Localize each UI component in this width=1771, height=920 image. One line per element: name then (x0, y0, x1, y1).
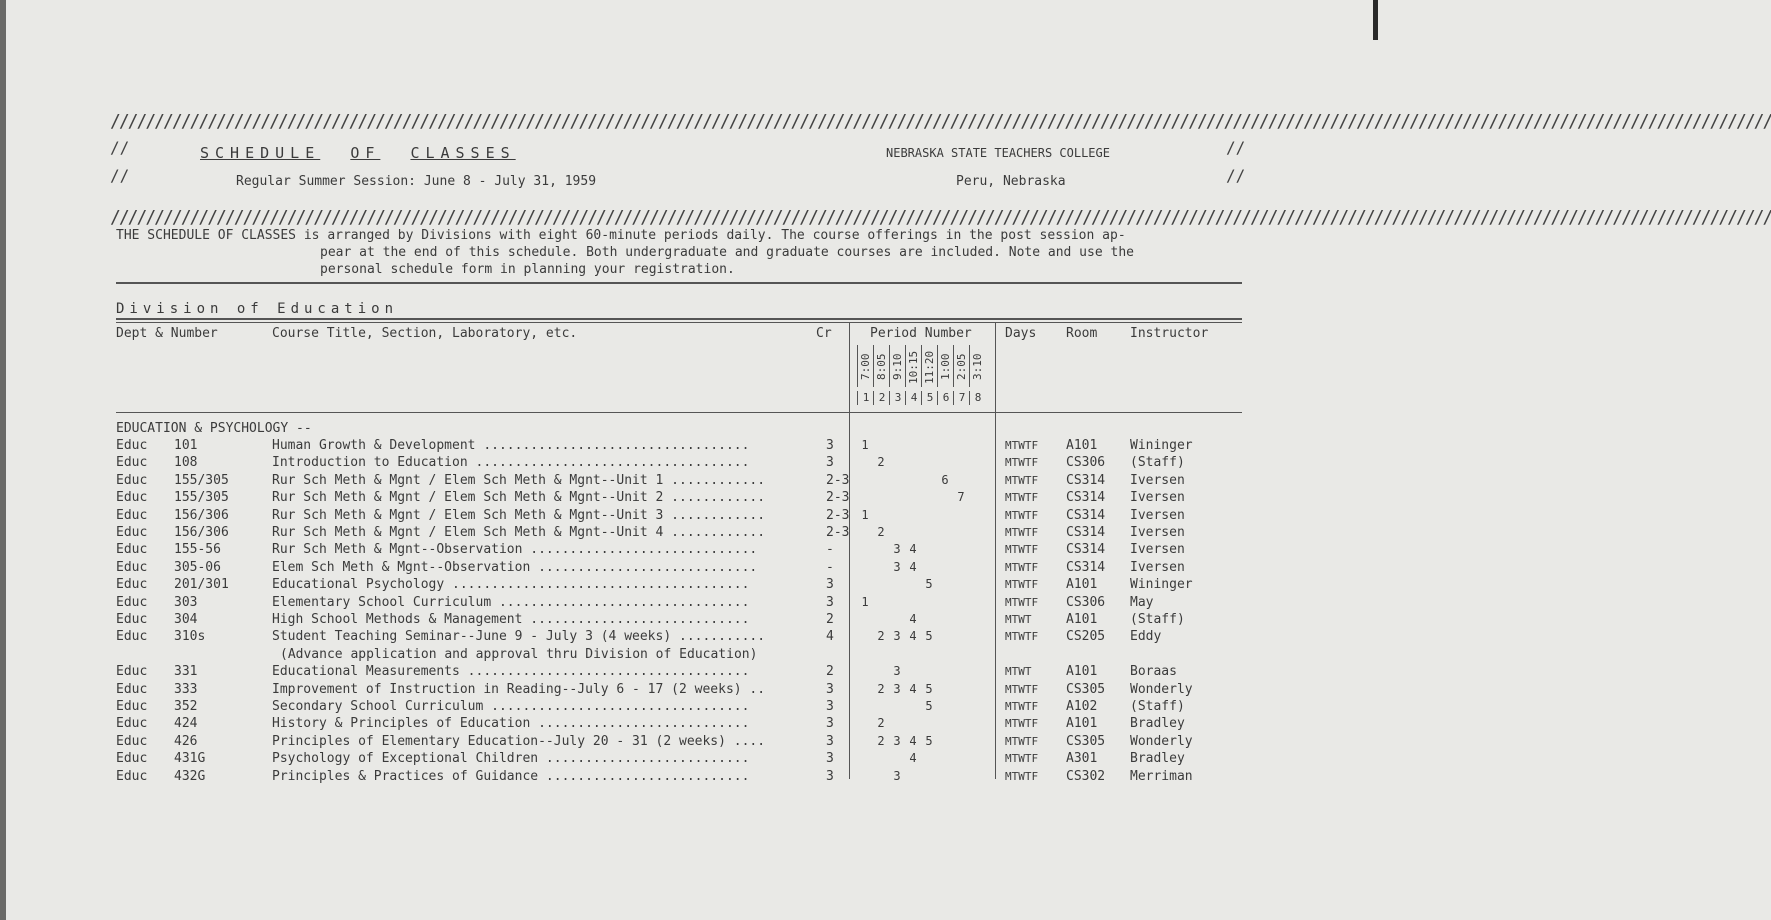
title-word-of: OF (350, 144, 381, 162)
course-title: Psychology of Exceptional Children .......................... (272, 751, 750, 767)
period-number-label: 3 (889, 391, 906, 405)
course-title: Improvement of Instruction in Reading--July 6 - 17 (2 weeks) .. (272, 681, 766, 697)
period-time-label: 3:10 (971, 353, 984, 381)
course-room: CS306 (1066, 455, 1106, 471)
period-mark: 3 (893, 629, 901, 644)
course-instructor: (Staff) (1130, 699, 1185, 714)
period-mark: 4 (909, 612, 917, 626)
course-credits: 2-3 (826, 472, 850, 488)
period-mark: 1 (861, 594, 869, 609)
period-mark: 2 (877, 629, 885, 644)
course-room: CS305 (1066, 681, 1106, 697)
course-number: 310s (174, 629, 206, 645)
scan-edge-right (1373, 0, 1378, 40)
course-credits: 3 (826, 716, 834, 732)
period-mark: 2 (877, 716, 885, 731)
col-header-cr: Cr (816, 326, 832, 341)
period-number-label: 7 (953, 391, 970, 405)
course-dept: Educ (116, 612, 148, 627)
course-number: 303 (174, 594, 198, 610)
course-instructor: Iversen (1130, 490, 1185, 506)
course-days: MTWTF (1005, 439, 1039, 452)
course-days: MTWTF (1005, 508, 1039, 522)
course-room: CS306 (1066, 594, 1106, 610)
course-credits: 2-3 (826, 490, 850, 506)
course-dept: Educ (116, 525, 148, 540)
table-row (0, 594, 1378, 611)
course-dept: Educ (116, 507, 148, 523)
course-days: MTWTF (1005, 752, 1039, 766)
slash-side-left-2: // (110, 166, 130, 185)
col-header-period: Period Number (870, 326, 972, 341)
period-time-label: 2:05 (955, 353, 968, 381)
course-room: CS314 (1066, 542, 1106, 558)
period-mark: 3 (893, 559, 901, 574)
table-row (0, 698, 1378, 715)
table-row (0, 437, 1378, 454)
course-title: Rur Sch Meth & Mgnt / Elem Sch Meth & Mgnt--Unit 2 ............ (272, 490, 766, 506)
col-header-instructor: Instructor (1130, 326, 1209, 341)
course-days: MTWTF (1005, 717, 1039, 731)
col-header-dept: Dept & Number (116, 326, 218, 341)
course-number: 352 (174, 699, 198, 714)
period-time-col-5 (921, 345, 938, 387)
period-mark: 5 (925, 733, 933, 748)
period-number-label: 5 (921, 391, 938, 405)
course-instructor: Bradley (1130, 716, 1185, 732)
period-mark: 3 (893, 681, 901, 696)
course-days: MTWT (1005, 665, 1032, 679)
period-mark: 4 (909, 542, 917, 557)
course-number: 155-56 (174, 542, 221, 558)
period-mark: 4 (909, 559, 917, 574)
col-header-days: Days (1005, 326, 1037, 341)
period-mark: 4 (909, 681, 917, 696)
course-instructor: (Staff) (1130, 612, 1185, 627)
period-mark: 3 (893, 733, 901, 748)
course-dept: Educ (116, 542, 148, 558)
period-mark: 7 (957, 490, 965, 505)
period-time-col-2 (873, 345, 890, 387)
course-title: High School Methods & Management ............................ (272, 612, 750, 627)
period-mark: 2 (877, 733, 885, 748)
intro-divider (116, 282, 1242, 284)
course-days: MTWTF (1005, 526, 1039, 539)
course-credits: 2 (826, 612, 834, 627)
course-title: Educational Measurements .................................... (272, 664, 750, 680)
college-location: Peru, Nebraska (956, 174, 1066, 189)
division-heading: Division of Education (116, 301, 399, 317)
course-title: History & Principles of Education ........................... (272, 716, 750, 732)
period-time-label: 8:05 (875, 353, 888, 381)
course-instructor: Boraas (1130, 664, 1177, 680)
course-dept: Educ (116, 577, 148, 593)
period-mark: 5 (925, 577, 933, 592)
course-instructor: Iversen (1130, 542, 1185, 558)
course-days: MTWT (1005, 613, 1032, 626)
course-room: CS302 (1066, 768, 1106, 784)
period-mark: 3 (893, 768, 901, 783)
course-room: CS205 (1066, 629, 1106, 645)
course-days: MTWTF (1005, 630, 1039, 644)
course-room: A101 (1066, 438, 1098, 453)
course-number: 155/305 (174, 490, 229, 506)
course-room: CS314 (1066, 525, 1106, 540)
course-title: Educational Psychology ...................................... (272, 577, 750, 593)
course-credits: 3 (826, 681, 834, 697)
slash-side-left-1: // (110, 138, 130, 157)
course-room: A102 (1066, 699, 1098, 714)
period-mark: 3 (893, 542, 901, 557)
course-title: Rur Sch Meth & Mgnt / Elem Sch Meth & Mgnt--Unit 3 ............ (272, 507, 766, 523)
course-title: Elem Sch Meth & Mgnt--Observation ............................ (272, 559, 758, 575)
table-row (0, 663, 1378, 680)
course-number: 432G (174, 768, 206, 784)
course-title: Elementary School Curriculum ................................ (272, 594, 750, 610)
period-number-label: 4 (905, 391, 922, 405)
course-room: A101 (1066, 716, 1098, 732)
course-number: 431G (174, 751, 206, 767)
course-credits: 3 (826, 455, 834, 471)
course-days: MTWTF (1005, 682, 1039, 696)
course-instructor: Wininger (1130, 577, 1193, 593)
course-title: Rur Sch Meth & Mgnt--Observation ............................. (272, 542, 758, 558)
course-days: MTWTF (1005, 769, 1039, 783)
course-dept: Educ (116, 664, 148, 680)
course-instructor: Wininger (1130, 438, 1193, 453)
title-word-schedule: SCHEDULE (200, 144, 321, 162)
course-title: Principles of Elementary Education--July 20 - 31 (2 weeks) .... (272, 733, 766, 749)
course-number: 426 (174, 733, 198, 749)
course-credits: - (826, 542, 834, 558)
course-title: (Advance application and approval thru Division of Education) (280, 646, 758, 662)
table-row (0, 559, 1378, 576)
course-credits: 3 (826, 751, 834, 767)
table-row (0, 576, 1378, 593)
course-dept: Educ (116, 681, 148, 697)
course-credits: 3 (826, 594, 834, 610)
period-time-label: 9:10 (891, 353, 904, 381)
period-time-label: 7:00 (859, 353, 872, 381)
period-mark: 3 (893, 664, 901, 679)
period-mark: 6 (941, 472, 949, 487)
session-dates: Regular Summer Session: June 8 - July 31, 1959 (236, 174, 597, 189)
col-header-title: Course Title, Section, Laboratory, etc. (272, 326, 578, 341)
course-instructor: Wonderly (1130, 681, 1193, 697)
course-number: 201/301 (174, 577, 229, 593)
course-title: Human Growth & Development .................................. (272, 438, 750, 453)
course-dept: Educ (116, 629, 148, 645)
course-title: Principles & Practices of Guidance .......................... (272, 768, 750, 784)
table-row (0, 611, 1378, 628)
course-room: A101 (1066, 612, 1098, 627)
course-number: 424 (174, 716, 198, 732)
period-mark: 2 (877, 681, 885, 696)
course-dept: Educ (116, 699, 148, 714)
table-row (0, 750, 1378, 767)
course-days: MTWTF (1005, 491, 1039, 505)
slash-border-top: //////////////////////////////////////////////////////////////////////////////////////////////////////////////////////////////////////////////////////////////////////////////////////////// (110, 111, 1771, 132)
course-number: 108 (174, 455, 198, 471)
table-row (0, 524, 1378, 541)
course-instructor: Merriman (1130, 768, 1193, 784)
course-room: CS305 (1066, 733, 1106, 749)
period-number-label: 8 (969, 391, 986, 405)
table-row (0, 715, 1378, 732)
table-row (0, 454, 1378, 471)
course-instructor: Wonderly (1130, 733, 1193, 749)
course-dept: Educ (116, 751, 148, 767)
course-instructor: Eddy (1130, 629, 1162, 645)
course-number: 331 (174, 664, 198, 680)
college-name: NEBRASKA STATE TEACHERS COLLEGE (886, 146, 1110, 160)
course-title: Introduction to Education ................................... (272, 455, 750, 471)
table-top-rule-1 (116, 318, 1242, 320)
slash-side-right-1: // (1226, 138, 1246, 157)
period-time-label: 10:15 (907, 350, 920, 384)
period-mark: 5 (925, 681, 933, 696)
course-room: CS314 (1066, 472, 1106, 488)
period-number-label: 1 (857, 391, 874, 405)
period-time-label: 11:20 (923, 350, 936, 384)
period-time-col-1 (857, 345, 874, 387)
course-days: MTWTF (1005, 734, 1039, 748)
table-row (0, 733, 1378, 750)
period-time-col-6 (937, 345, 954, 387)
course-credits: 3 (826, 733, 834, 749)
title-word-classes: CLASSES (410, 144, 516, 162)
course-room: CS314 (1066, 490, 1106, 506)
table-row (0, 646, 1378, 663)
page-title (200, 144, 516, 162)
course-title: Rur Sch Meth & Mgnt / Elem Sch Meth & Mgnt--Unit 1 ............ (272, 472, 766, 488)
course-title: Secondary School Curriculum ................................. (272, 699, 750, 714)
table-row (0, 768, 1378, 785)
table-top-rule-2 (116, 322, 1242, 323)
period-time-label: 1:00 (939, 353, 952, 381)
period-mark: 2 (877, 455, 885, 470)
course-dept: Educ (116, 733, 148, 749)
period-time-col-7 (953, 345, 970, 387)
course-number: 156/306 (174, 507, 229, 523)
course-days: MTWTF (1005, 578, 1039, 592)
period-mark: 5 (925, 699, 933, 713)
course-number: 304 (174, 612, 198, 627)
course-credits: 3 (826, 438, 834, 453)
course-number: 156/306 (174, 525, 229, 540)
period-time-col-4 (905, 345, 922, 387)
course-room: A101 (1066, 664, 1098, 680)
table-row (0, 541, 1378, 558)
period-mark: 4 (909, 733, 917, 748)
course-number: 305-06 (174, 559, 221, 575)
course-days: MTWTF (1005, 543, 1039, 557)
period-grid (857, 345, 989, 407)
course-instructor: Iversen (1130, 559, 1185, 575)
intro-line-3: personal schedule form in planning your registration. (320, 262, 735, 277)
course-number: 333 (174, 681, 198, 697)
period-number-label: 2 (873, 391, 890, 405)
period-mark: 4 (909, 751, 917, 766)
course-instructor: May (1130, 594, 1154, 610)
course-room: A301 (1066, 751, 1098, 767)
intro-line-2: pear at the end of this schedule. Both undergraduate and graduate courses are included. Note and use the (320, 245, 1134, 260)
slash-side-right-2: // (1226, 166, 1246, 185)
period-time-col-3 (889, 345, 906, 387)
table-row (0, 472, 1378, 489)
course-credits: 2-3 (826, 507, 850, 523)
course-title: Student Teaching Seminar--June 9 - July 3 (4 weeks) ........... (272, 629, 766, 645)
course-credits: - (826, 559, 834, 575)
course-credits: 2 (826, 664, 834, 680)
intro-line-1: THE SCHEDULE OF CLASSES is arranged by Divisions with eight 60-minute periods daily. The course offerings in the post session ap- (116, 228, 1126, 243)
table-row (0, 489, 1378, 506)
period-mark: 1 (861, 507, 869, 522)
course-days: MTWTF (1005, 456, 1039, 470)
course-days: MTWTF (1005, 560, 1039, 574)
course-credits: 4 (826, 629, 834, 645)
course-credits: 2-3 (826, 525, 850, 540)
table-row (0, 681, 1378, 698)
course-instructor: (Staff) (1130, 455, 1185, 471)
course-credits: 3 (826, 699, 834, 714)
course-days: MTWTF (1005, 595, 1039, 609)
course-dept: Educ (116, 559, 148, 575)
course-dept: Educ (116, 594, 148, 610)
header-bottom-rule (116, 412, 1242, 413)
course-days: MTWTF (1005, 473, 1039, 487)
table-row (0, 628, 1378, 645)
course-room: CS314 (1066, 559, 1106, 575)
course-credits: 3 (826, 768, 834, 784)
table-row (0, 507, 1378, 524)
period-mark: 2 (877, 525, 885, 539)
course-days: MTWTF (1005, 700, 1039, 713)
course-instructor: Bradley (1130, 751, 1185, 767)
course-instructor: Iversen (1130, 507, 1185, 523)
course-room: A101 (1066, 577, 1098, 593)
course-dept: Educ (116, 438, 148, 453)
course-dept: Educ (116, 472, 148, 488)
course-dept: Educ (116, 716, 148, 732)
period-mark: 1 (861, 438, 869, 452)
course-dept: Educ (116, 490, 148, 506)
course-credits: 3 (826, 577, 834, 593)
period-mark: 5 (925, 629, 933, 644)
section-heading: EDUCATION & PSYCHOLOGY -- (116, 421, 312, 436)
course-dept: Educ (116, 455, 148, 471)
course-title: Rur Sch Meth & Mgnt / Elem Sch Meth & Mgnt--Unit 4 ............ (272, 525, 766, 540)
course-room: CS314 (1066, 507, 1106, 523)
course-instructor: Iversen (1130, 472, 1185, 488)
col-header-room: Room (1066, 326, 1098, 341)
course-number: 155/305 (174, 472, 229, 488)
period-number-label: 6 (937, 391, 954, 405)
period-mark: 4 (909, 629, 917, 644)
course-dept: Educ (116, 768, 148, 784)
slash-border-bottom: //////////////////////////////////////////////////////////////////////////////////////////////////////////////////////////////////////////////////////////////////////////////////////////// (110, 207, 1771, 228)
period-time-col-8 (969, 345, 986, 387)
course-instructor: Iversen (1130, 525, 1185, 540)
course-number: 101 (174, 438, 198, 453)
